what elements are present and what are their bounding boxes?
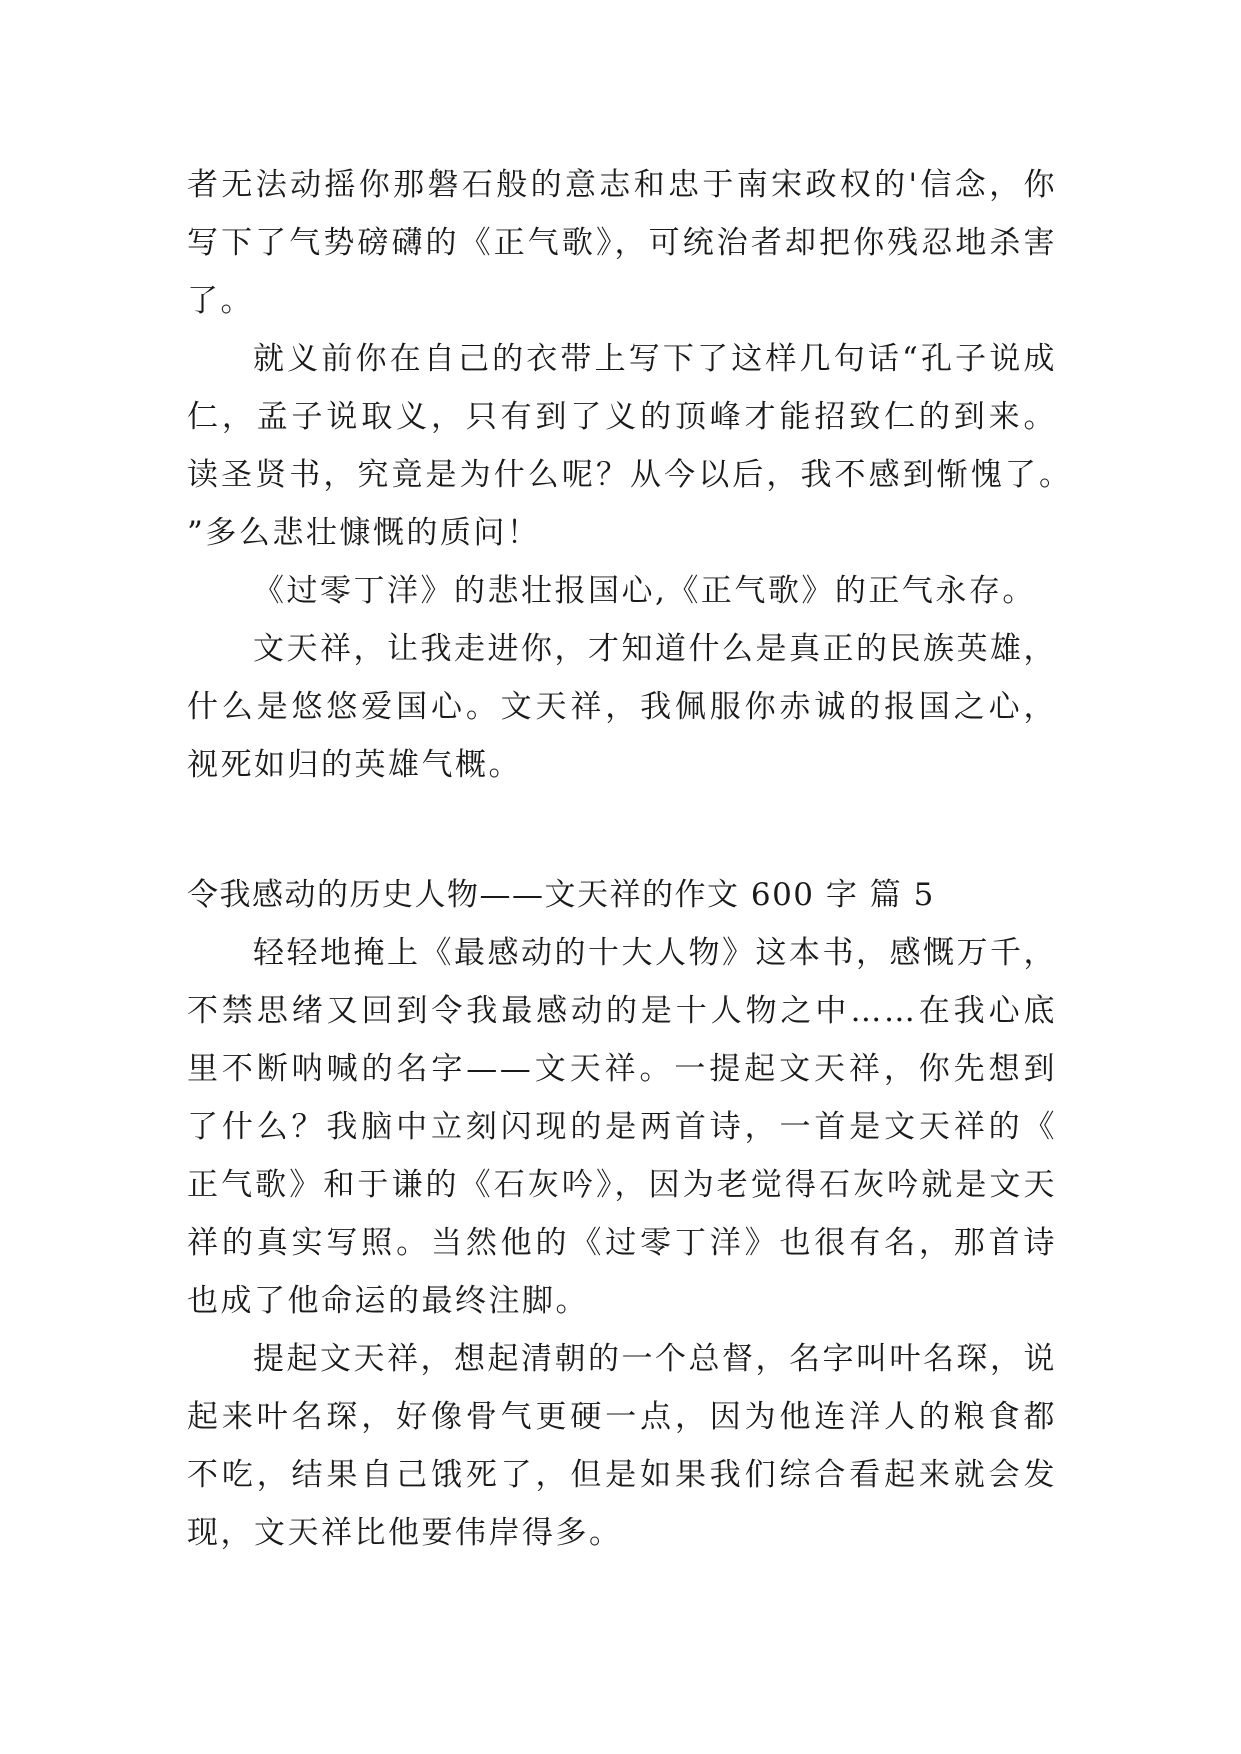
paragraph-last-words: 就义前你在自己的衣带上写下了这样几句话“孔子说成仁，孟子说取义，只有到了义的顶峰才能招致仁的到来。读圣贤书，究竟是为什么呢？从今以后，我不感到惭愧了。”多么悲壮慷慨的质问！ (187, 341, 1057, 551)
paragraph-poems: 《过零丁洋》的悲壮报国心,《正气歌》的正气永存。 (253, 573, 1036, 609)
document-body (187, 156, 1057, 1562)
section-title: 令我感动的历史人物——文天祥的作文 600 字 篇 5 (187, 877, 935, 913)
paragraph-book: 轻轻地掩上《最感动的十大人物》这本书，感慨万千，不禁思绪又回到令我最感动的是十人物之中……在我心底里不断呐喊的名字——文天祥。一提起文天祥，你先想到了什么？我脑中立刻闪现的是两首诗，一首是文天祥的《正气歌》和于谦的《石灰吟》，因为老觉得石灰吟就是文天祥的真实写照。当然他的《过零丁洋》也很有名，那首诗也成了他命运的最终注脚。 (187, 935, 1057, 1319)
section-spacer (187, 794, 1057, 866)
paragraph-continuation: 者无法动摇你那磐石般的意志和忠于南宋政权的'信念，你写下了气势磅礴的《正气歌》，可统治者却把你残忍地杀害了。 (187, 167, 1057, 319)
paragraph-hero: 文天祥，让我走进你，才知道什么是真正的民族英雄，什么是悠悠爱国心。文天祥，我佩服你赤诚的报国之心，视死如归的英雄气概。 (187, 631, 1057, 783)
paragraph-comparison: 提起文天祥，想起清朝的一个总督，名字叫叶名琛，说起来叶名琛，好像骨气更硬一点，因为他连洋人的粮食都不吃，结果自己饿死了，但是如果我们综合看起来就会发现，文天祥比他要伟岸得多。 (187, 1341, 1057, 1551)
